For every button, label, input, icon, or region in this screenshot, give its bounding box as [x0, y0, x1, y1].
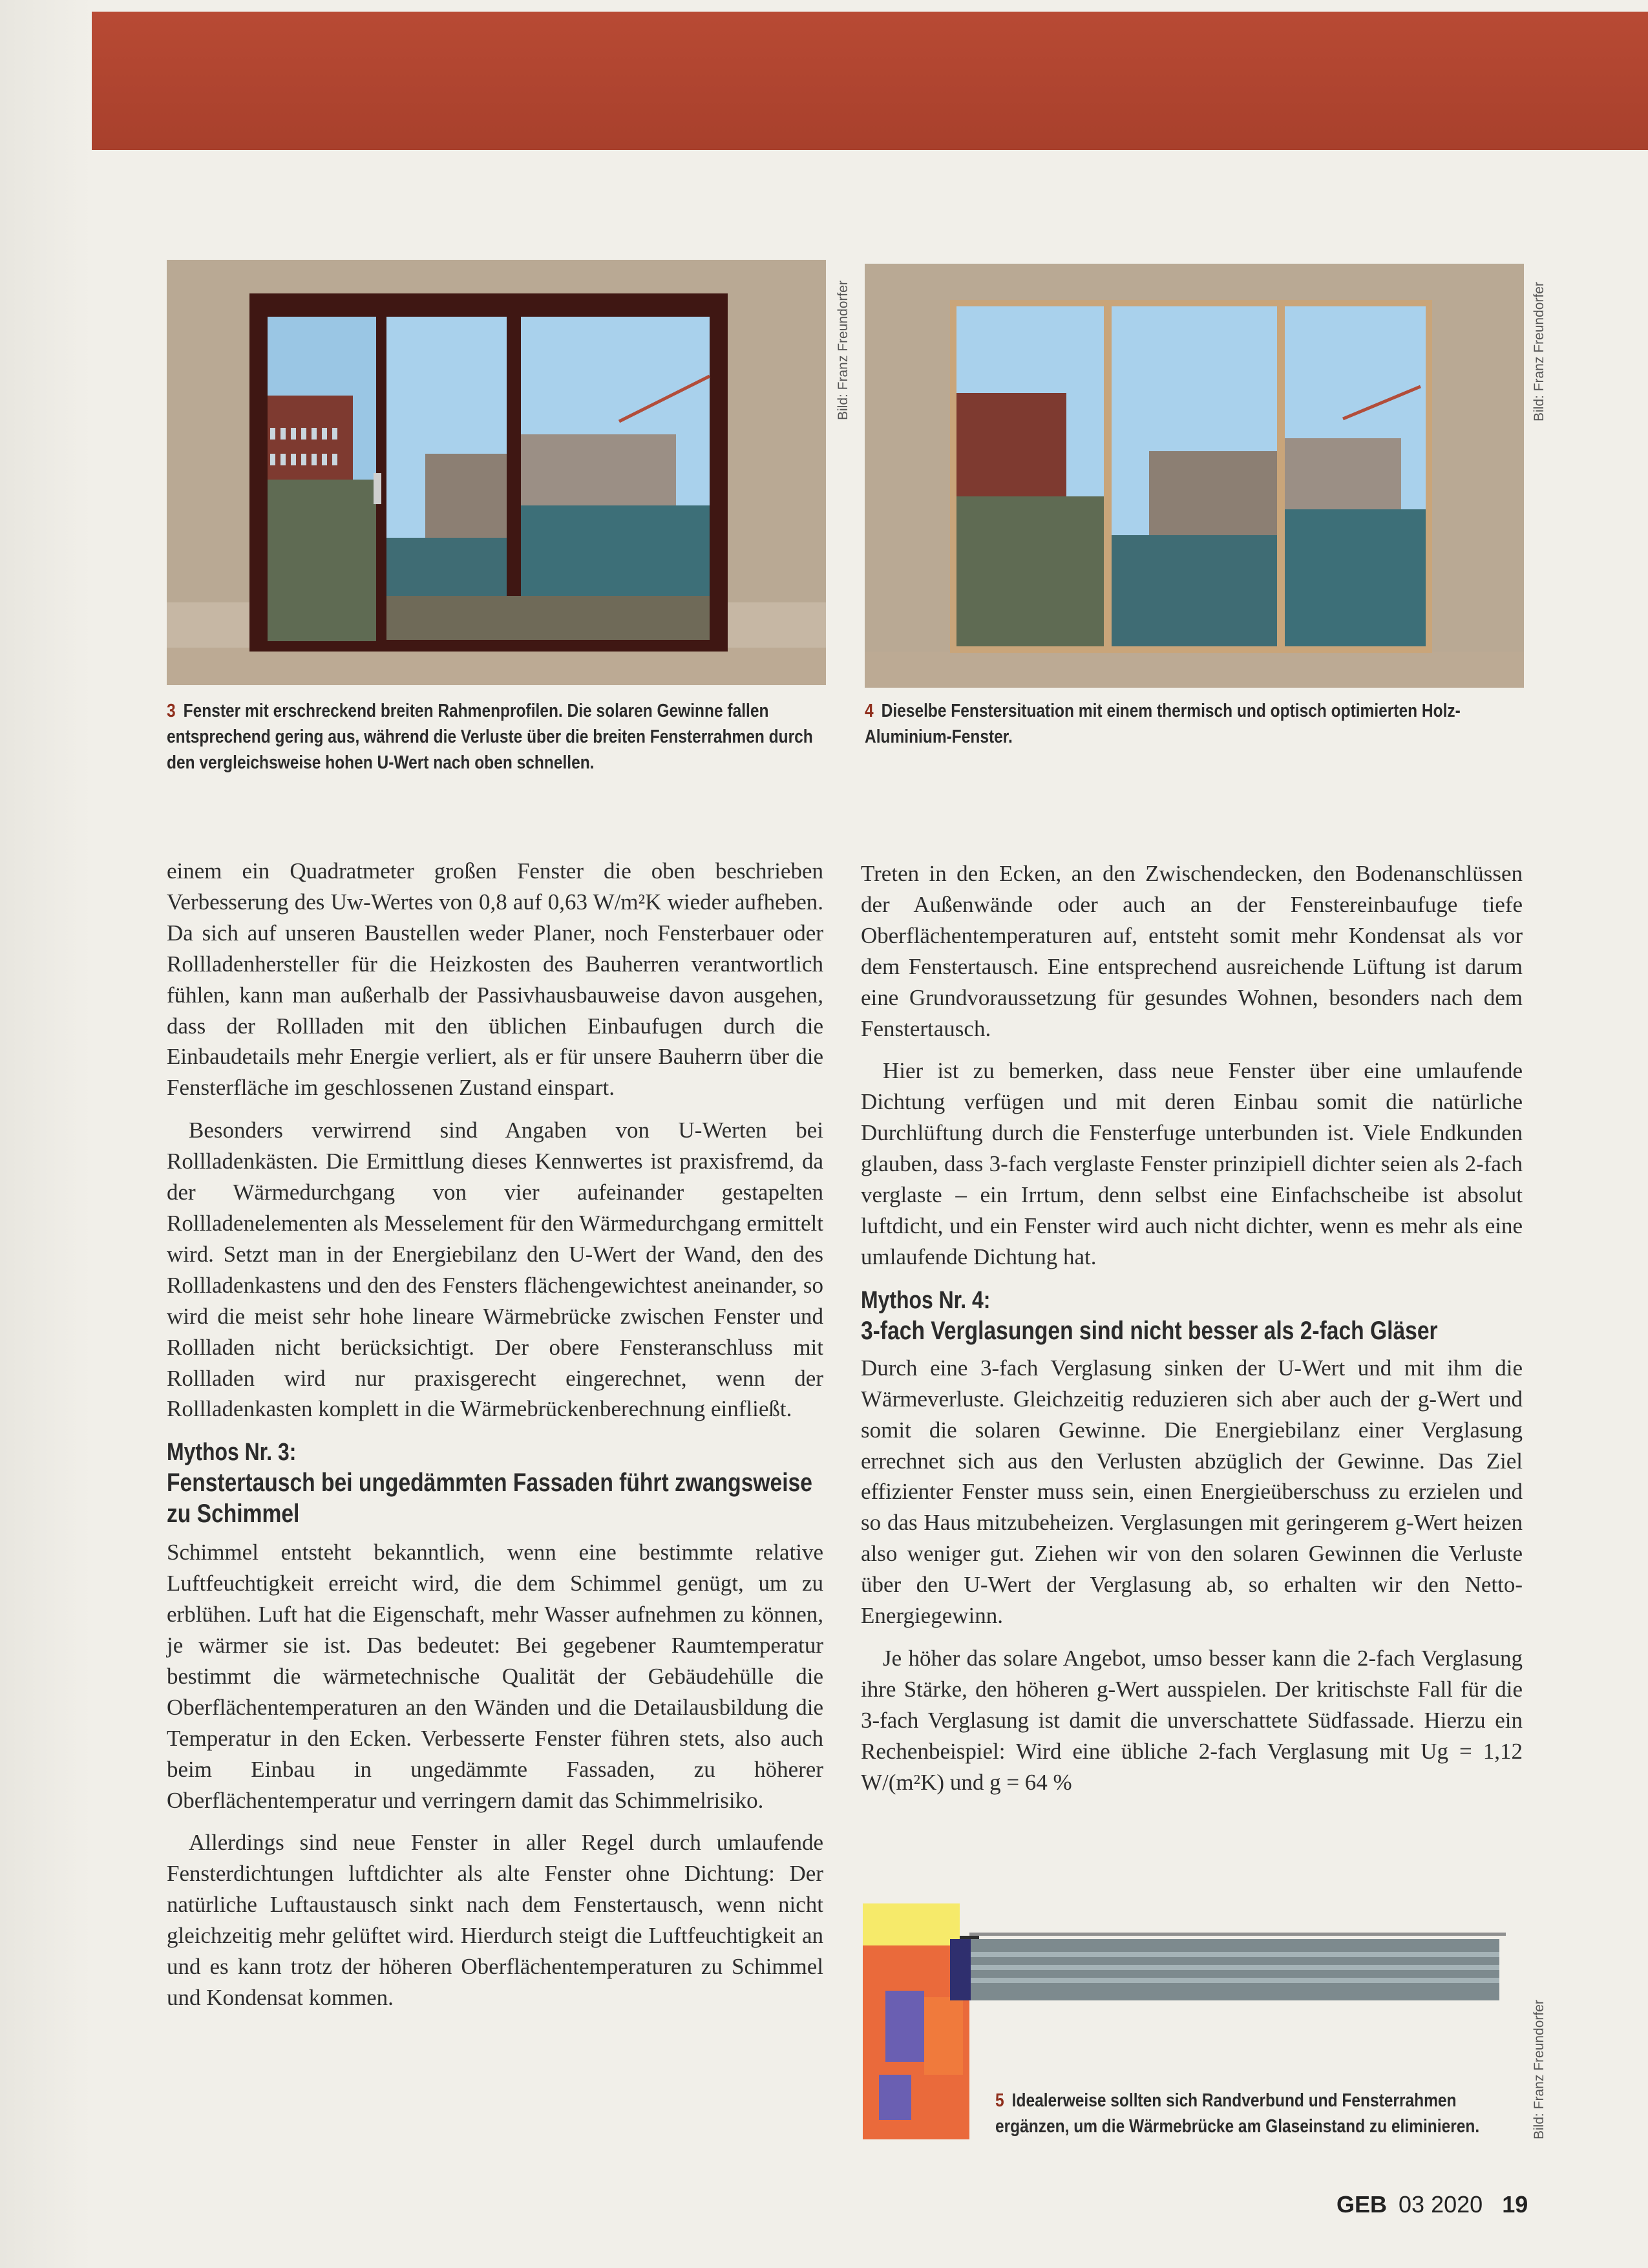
figure-3-credit: Bild: Franz Freundorfer: [836, 281, 850, 420]
figure-4-caption-text: Dieselbe Fenstersituation mit einem thermisch und optisch optimierten Holz-Aluminium-Fenster.: [865, 701, 1461, 747]
right-paragraph-4: Je höher das solare Angebot, umso besser kann die 2-fach Verglasung ihre Stärke, den höheren g-Wert ausspielen. Der kritischste Fall für die 3-fach Verglasung ist damit die unverschattete Südfassade. Hierzu ein Rechenbeispiel: Wird eine übliche 2-fach Verglasung mit Ug = 1,12 W/(m²K) und g = 64 %: [861, 1645, 1523, 1795]
figure-4-number: 4: [865, 701, 874, 721]
figure-4-credit: Bild: Franz Freundorfer: [1532, 282, 1547, 421]
left-paragraph-2: Besonders verwirrend sind Angaben von U-Werten bei Rollladenkästen. Die Ermittlung dieses Kennwertes ist praxisfremd, da der Wärmedurchgang von vier aufeinander gestapelten Rollladenelementen als Messelement für den Wärmedurchgang ermittelt wird. Setzt man in der Energiebilanz den U-Wert der Wand, den des Rollladenkastens und den des Fensters flächengewichtest aneinander, so wird die meist sehr hohe lineare Wärmebrücke zwischen Fenster und Rollladen nicht berücksichtigt. Der obere Fensteranschluss mit Rollladen wird nur praxisgerecht eingerechnet, wenn der Rollladenkasten komplett in die Wärmebrückenberechnung einfließt.: [167, 1118, 823, 1422]
figure-5-caption: [995, 2088, 1495, 2139]
mythos-3-title: Fenstertausch bei ungedämmten Fassaden führt zwangsweise zu Schimmel: [167, 1468, 812, 1529]
page-footer: [1336, 2191, 1528, 2218]
figure-5-number: 5: [995, 2090, 1004, 2111]
header-banner: [92, 12, 1648, 150]
left-paragraph-4: Allerdings sind neue Fenster in aller Regel durch umlaufende Fensterdichtungen luftdichter als alte Fenster ohne Dichtung: Der natürliche Luftaustausch sinkt nach dem Fenstertausch, wenn nicht gleichzeitig mehr gelüftet wird. Hierdurch steigt die Luftfeuchtigkeit an und es kann trotz der höheren Oberflächentemperaturen zu Schimmel und Kondensat kommen.: [167, 1830, 823, 2010]
left-paragraph-1: einem ein Quadratmeter großen Fenster die oben beschrieben Verbesserung des Uw-Wertes von 0,8 auf 0,63 W/m²K wieder aufheben. Da sich auf unseren Baustellen weder Planer, noch Fensterbauer oder Rollladenhersteller für die Heizkosten des Bauherren verantwortlich fühlen, kann man außerhalb der Passivhausbauweise davon ausgehen, dass der Rollladen mit den üblichen Einbaufugen durch die Einbaudetails mehr Energie verliert, als er für unsere Bauherrn über die Fensterfläche im geschlossenen Zustand einspart.: [167, 858, 823, 1101]
mythos-4-heading: [861, 1286, 1512, 1346]
figure-3-caption-text: Fenster mit erschreckend breiten Rahmenprofilen. Die solaren Gewinne fallen entsprechend gering aus, während die Verluste über die breiten Fensterrahmen durch den vergleichsweise hohen U-Wert nach oben schnellen.: [167, 701, 813, 773]
right-column: [861, 858, 1523, 1797]
figure-5-caption-text: Idealerweise sollten sich Randverbund und Fensterrahmen ergänzen, um die Wärmebrücke am Glaseinstand zu eliminieren.: [995, 2090, 1480, 2137]
mythos-3-kicker: Mythos Nr. 3:: [167, 1439, 297, 1467]
right-paragraph-2: Hier ist zu bemerken, dass neue Fenster über eine umlaufende Dichtung verfügen und mit deren Einbau somit die natürliche Durchlüftung durch die Fensterfuge unterbunden ist. Viele Endkunden glauben, dass 3-fach verglaste Fenster prinzipiell dichter seien als 2-fach verglaste – ein Irrtum, denn selbst eine Einfachscheibe ist absolut luftdicht, und ein Fenster wird auch nicht dichter, wenn es mehr als eine umlaufende Dichtung hat.: [861, 1058, 1523, 1269]
figure-3-photo: [167, 260, 826, 685]
left-column: [167, 856, 823, 2013]
mythos-4-title: 3-fach Verglasungen sind nicht besser als 2-fach Gläser: [861, 1316, 1438, 1345]
page-gutter: [0, 0, 90, 2268]
figure-4-caption: [865, 698, 1521, 750]
right-paragraph-3: Durch eine 3-fach Verglasung sinken der U-Wert und mit ihm die Wärmeverluste. Gleichzeitig reduzieren sich aber auch der g-Wert und somit die solaren Gewinne. Die Energiebilanz einer Verglasung errechnet sich aus den Verlusten abzüglich der Gewinne. Das Ziel effizienter Fenster muss sein, einen Energieüberschuss zu erzielen und so das Haus mitzubeheizen. Verglasungen mit geringerem g-Wert heizen also weniger gut. Ziehen wir von den solaren Gewinnen die Verluste über den U-Wert der Verglasung ab, so erhalten wir den Netto-Energiegewinn.: [861, 1355, 1523, 1629]
mythos-4-kicker: Mythos Nr. 4:: [861, 1286, 991, 1314]
right-paragraph-1: Treten in den Ecken, an den Zwischendecken, den Bodenanschlüssen der Außenwände oder auch an der Fenstereinbaufuge tiefe Oberflächentemperaturen auf, entsteht somit mehr Kondensat als vor dem Fenstertausch. Eine entsprechend ausreichende Lüftung ist darum eine Grundvoraussetzung für gesundes Wohnen, besonders nach dem Fenstertausch.: [861, 861, 1523, 1041]
mythos-3-heading: [167, 1437, 818, 1529]
issue-date: 03 2020: [1399, 2191, 1483, 2218]
left-paragraph-3: Schimmel entsteht bekanntlich, wenn eine bestimmte relative Luftfeuchtigkeit erreicht wird, die dem Schimmel genügt, um zu erblühen. Luft hat die Eigenschaft, mehr Wasser aufnehmen zu können, je wärmer sie ist. Das bedeutet: Bei gegebener Raumtemperatur bestimmt die wärmetechnische Qualität der Gebäudehülle die Oberflächentemperaturen an den Wänden und die Detailausbildung die Temperatur in den Ecken. Verbesserte Fenster führen stets, also auch beim Einbau in ungedämmte Fassaden, zu höherer Oberflächentemperatur und verringern damit das Schimmelrisiko.: [167, 1540, 823, 1813]
figure-5-credit: Bild: Franz Freundorfer: [1532, 2000, 1547, 2139]
page-number: 19: [1502, 2191, 1528, 2218]
magazine-name: GEB: [1336, 2191, 1388, 2218]
figure-3-number: 3: [167, 701, 176, 721]
figure-4-photo: [865, 264, 1524, 688]
figure-3-caption: [167, 698, 823, 776]
